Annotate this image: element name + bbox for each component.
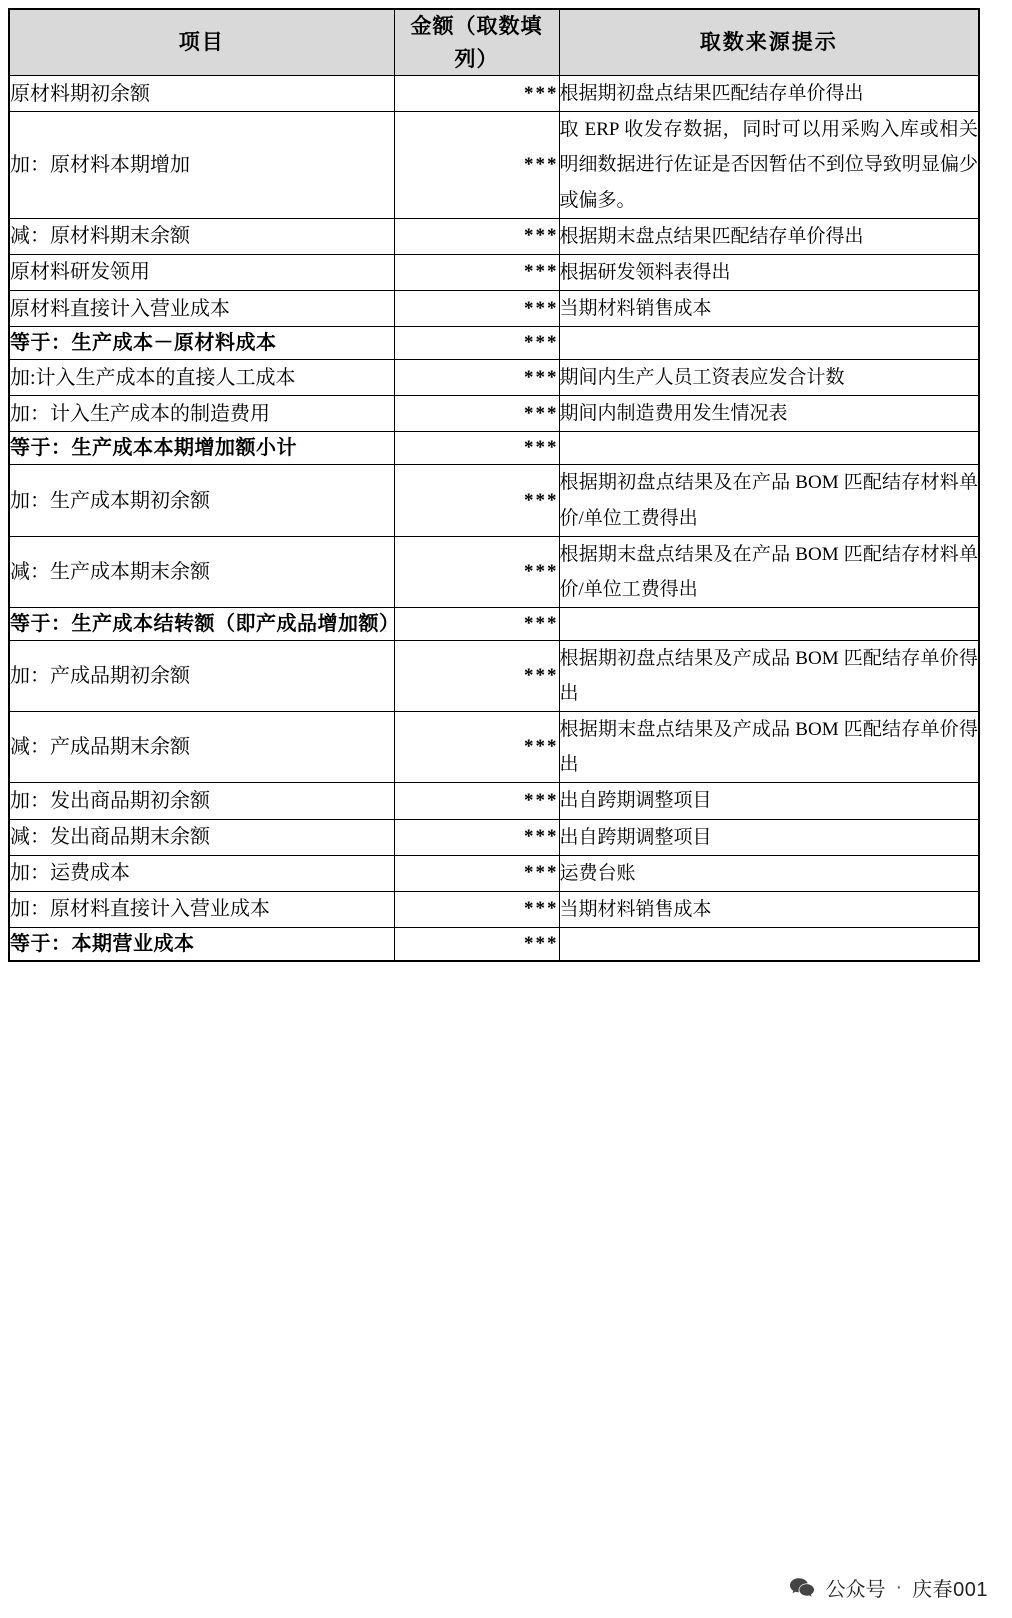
table-row	[9, 218, 979, 254]
cell-item: 加:计入生产成本的直接人工成本	[9, 360, 394, 396]
cell-source: 根据期初盘点结果及在产品 BOM 匹配结存材料单价/单位工费得出	[559, 465, 979, 536]
cost-items-table	[8, 8, 980, 962]
table-row	[9, 432, 979, 465]
cell-item: 加：产成品期初余额	[9, 640, 394, 711]
cell-item: 减：产成品期末余额	[9, 712, 394, 783]
cell-item: 减：发出商品期末余额	[9, 819, 394, 855]
table-body	[9, 76, 979, 961]
cell-source: 当期材料销售成本	[559, 891, 979, 927]
cell-amount[interactable]: ***	[394, 536, 559, 607]
cell-item: 等于：生产成本本期增加额小计	[9, 432, 394, 465]
cell-source: 根据期初盘点结果及产成品 BOM 匹配结存单价得出	[559, 640, 979, 711]
table-row	[9, 712, 979, 783]
table-row	[9, 254, 979, 290]
watermark-separator: ·	[895, 1576, 903, 1598]
cell-source: 根据期初盘点结果匹配结存单价得出	[559, 76, 979, 112]
cell-amount[interactable]: ***	[394, 928, 559, 962]
cell-amount[interactable]: ***	[394, 432, 559, 465]
cell-amount[interactable]: ***	[394, 891, 559, 927]
watermark-label: 公众号	[825, 1579, 886, 1601]
cell-amount[interactable]: ***	[394, 327, 559, 360]
cell-source: 根据期末盘点结果及在产品 BOM 匹配结存材料单价/单位工费得出	[559, 536, 979, 607]
cell-item: 加：计入生产成本的制造费用	[9, 396, 394, 432]
cell-amount[interactable]: ***	[394, 290, 559, 326]
column-header-item: 项目	[9, 9, 394, 76]
cell-item: 减：生产成本期末余额	[9, 536, 394, 607]
cell-amount[interactable]: ***	[394, 360, 559, 396]
cell-source: 取 ERP 收发存数据，同时可以用采购入库或相关明细数据进行佐证是否因暂估不到位导致明显偏少或偏多。	[559, 112, 979, 218]
table-row	[9, 819, 979, 855]
cell-source	[559, 928, 979, 962]
table-row	[9, 360, 979, 396]
cell-amount[interactable]: ***	[394, 465, 559, 536]
table-row	[9, 327, 979, 360]
cell-item: 加：生产成本期初余额	[9, 465, 394, 536]
cell-item: 减：原材料期末余额	[9, 218, 394, 254]
cell-amount[interactable]: ***	[394, 218, 559, 254]
cell-source: 根据期末盘点结果及产成品 BOM 匹配结存单价得出	[559, 712, 979, 783]
table-row	[9, 76, 979, 112]
cell-amount[interactable]: ***	[394, 855, 559, 891]
table-row	[9, 891, 979, 927]
cell-amount[interactable]: ***	[394, 712, 559, 783]
table-row	[9, 928, 979, 962]
cell-source	[559, 607, 979, 640]
cell-amount[interactable]: ***	[394, 819, 559, 855]
cell-item: 等于：本期营业成本	[9, 928, 394, 962]
cell-amount[interactable]: ***	[394, 640, 559, 711]
cell-source	[559, 432, 979, 465]
cell-amount[interactable]: ***	[394, 112, 559, 218]
watermark	[789, 1573, 988, 1602]
cell-source: 根据期末盘点结果匹配结存单价得出	[559, 218, 979, 254]
wechat-icon	[789, 1577, 815, 1599]
column-header-amount: 金额（取数填列）	[394, 9, 559, 76]
cell-item: 加：发出商品期初余额	[9, 783, 394, 819]
table-row	[9, 290, 979, 326]
cell-item: 原材料直接计入营业成本	[9, 290, 394, 326]
cell-source: 运费台账	[559, 855, 979, 891]
cell-source	[559, 327, 979, 360]
table-row	[9, 536, 979, 607]
table-row	[9, 396, 979, 432]
cell-item: 加：运费成本	[9, 855, 394, 891]
column-header-source: 取数来源提示	[559, 9, 979, 76]
table-row	[9, 855, 979, 891]
cell-source: 期间内生产人员工资表应发合计数	[559, 360, 979, 396]
cell-item: 原材料研发领用	[9, 254, 394, 290]
cell-source: 出自跨期调整项目	[559, 783, 979, 819]
cost-calculation-sheet	[8, 8, 978, 962]
table-row	[9, 112, 979, 218]
cell-source: 当期材料销售成本	[559, 290, 979, 326]
table-row	[9, 607, 979, 640]
cell-item: 加：原材料本期增加	[9, 112, 394, 218]
table-header-row	[9, 9, 979, 76]
cell-source: 根据研发领料表得出	[559, 254, 979, 290]
cell-amount[interactable]: ***	[394, 607, 559, 640]
table-row	[9, 783, 979, 819]
cell-amount[interactable]: ***	[394, 783, 559, 819]
table-row	[9, 640, 979, 711]
cell-item: 原材料期初余额	[9, 76, 394, 112]
cell-item: 加：原材料直接计入营业成本	[9, 891, 394, 927]
cell-amount[interactable]: ***	[394, 254, 559, 290]
cell-amount[interactable]: ***	[394, 396, 559, 432]
cell-amount[interactable]: ***	[394, 76, 559, 112]
cell-item: 等于：生产成本结转额（即产成品增加额）	[9, 607, 394, 640]
table-header	[9, 9, 979, 76]
cell-source: 期间内制造费用发生情况表	[559, 396, 979, 432]
watermark-account: 庆春001	[912, 1579, 988, 1601]
cell-source: 出自跨期调整项目	[559, 819, 979, 855]
table-row	[9, 465, 979, 536]
cell-item: 等于：生产成本－原材料成本	[9, 327, 394, 360]
